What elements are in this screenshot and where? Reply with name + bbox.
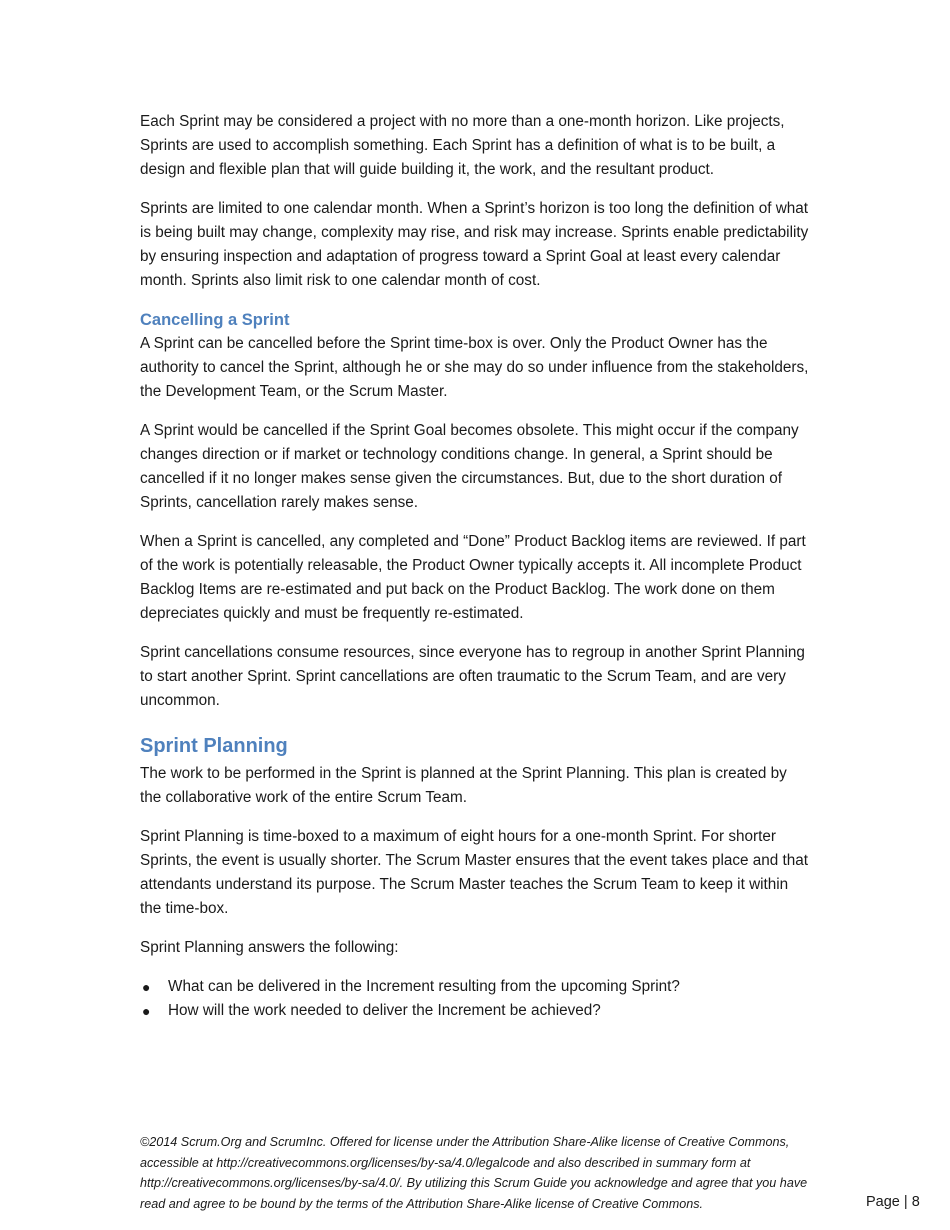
list-item-text: How will the work needed to deliver the Increment be achieved?: [168, 1002, 601, 1019]
planning-questions-list: [140, 975, 810, 1023]
cancelling-paragraph-3: When a Sprint is cancelled, any completed and “Done” Product Backlog items are reviewed. If part of the work is potentially releasable, the Product Owner typically accepts it. All incomplete Product Backlog Items are re-estimated and put back on the Product Backlog. The work done on them depreciates quickly and must be frequently re-estimated.: [140, 533, 806, 622]
list-item: [140, 999, 810, 1023]
planning-paragraph-1: The work to be performed in the Sprint is planned at the Sprint Planning. This plan is created by the collaborative work of the entire Scrum Team.: [140, 765, 787, 806]
intro-paragraph-1: Each Sprint may be considered a project with no more than a one-month horizon. Like projects, Sprints are used to accomplish something. Each Sprint has a definition of what is to be built, a design and flexible plan that will guide building it, the work, and the resultant product.: [140, 113, 785, 178]
intro-paragraph-2: Sprints are limited to one calendar month. When a Sprint’s horizon is too long the definition of what is being built may change, complexity may rise, and risk may increase. Sprints enable predictability by ensuring inspection and adaptation of progress toward a Sprint Goal at least every calendar month. Sprints also limit risk to one calendar month of cost.: [140, 200, 809, 289]
page-number: Page | 8: [866, 1194, 920, 1210]
sprint-planning-heading: Sprint Planning: [140, 735, 288, 757]
bullet-icon: ●: [142, 1003, 151, 1019]
cancelling-heading: Cancelling a Sprint: [140, 311, 290, 329]
cancelling-paragraph-2: A Sprint would be cancelled if the Sprint Goal becomes obsolete. This might occur if the company changes direction or if market or technology conditions change. In general, a Sprint should be cancelled if it no longer makes sense given the circumstances. But, due to the short duration of Sprints, cancellation rarely makes sense.: [140, 422, 799, 511]
list-item-text: What can be delivered in the Increment resulting from the upcoming Sprint?: [168, 978, 680, 995]
planning-paragraph-2: Sprint Planning is time-boxed to a maximum of eight hours for a one-month Sprint. For shorter Sprints, the event is usually shorter. The Scrum Master ensures that the event takes place and that attendants understand its purpose. The Scrum Master teaches the Scrum Team to keep it within the time-box.: [140, 828, 809, 917]
bullet-icon: ●: [142, 979, 151, 995]
cancelling-paragraph-1: A Sprint can be cancelled before the Sprint time-box is over. Only the Product Owner has the authority to cancel the Sprint, although he or she may do so under influence from the stakeholders, the Development Team, or the Scrum Master.: [140, 335, 809, 400]
document-body: [140, 110, 810, 1023]
cancelling-paragraph-4: Sprint cancellations consume resources, since everyone has to regroup in another Sprint Planning to start another Sprint. Sprint cancellations are often traumatic to the Scrum Team, and are very uncommon.: [140, 644, 805, 709]
license-footer: ©2014 Scrum.Org and ScrumInc. Offered for license under the Attribution Share-Alike license of Creative Commons, accessible at http://creativecommons.org/licenses/by-sa/4.0/legalcode and also described in summary form at http://creativecommons.org/licenses/by-sa/4.0/. By utilizing this Scrum Guide you acknowledge and agree that you have read and agree to be bound by the terms of the Attribution Share-Alike license of Creative Commons.: [140, 1135, 808, 1211]
list-item: [140, 975, 810, 999]
planning-paragraph-3: Sprint Planning answers the following:: [140, 939, 399, 956]
